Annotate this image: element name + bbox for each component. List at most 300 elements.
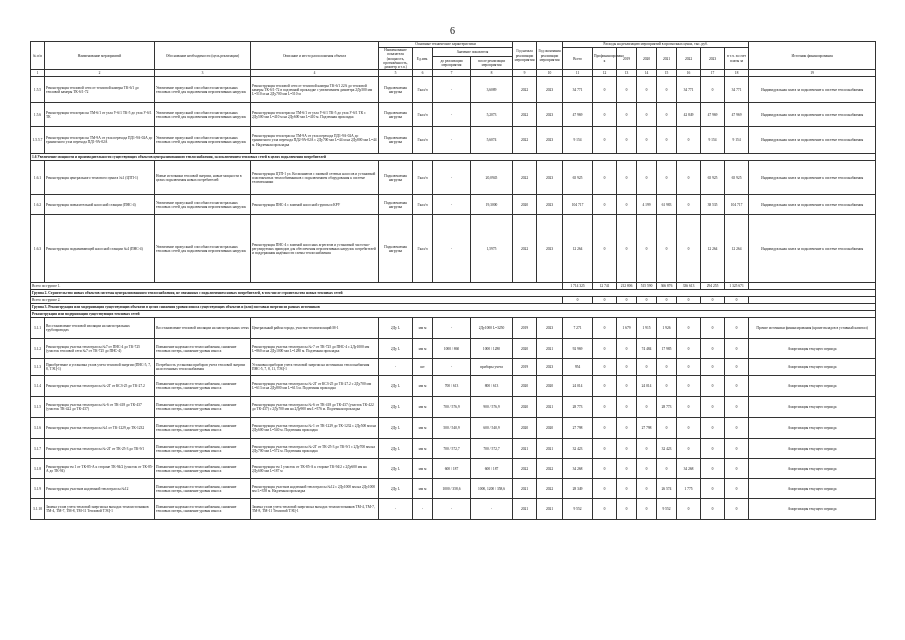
total-group-1-row-prof: 12 741 <box>593 283 617 290</box>
cell-num: 1.5.5.7 <box>31 127 45 154</box>
column-index-cell: 12 <box>593 70 617 77</box>
cell-src: Индивидуальная плата за подключение к системе теплоснабжения <box>749 127 876 154</box>
header-year-end: Год окончания реализации мероприятия <box>537 42 563 70</box>
cell-y22: 1 775 <box>677 479 701 499</box>
total-group-1-row-y19: 212 806 <box>617 283 637 290</box>
cell-before: - <box>433 77 471 103</box>
cell-before: - <box>433 359 471 376</box>
cell-y23: 0 <box>701 397 725 418</box>
cell-y23: 0 <box>701 439 725 459</box>
cell-prof: 0 <box>593 318 617 339</box>
cell-prof: 0 <box>593 195 617 215</box>
cell-tname: Подключаемая нагрузка <box>379 127 413 154</box>
cell-y20: 0 <box>637 459 657 479</box>
column-index-cell: 18 <box>725 70 749 77</box>
total-group-2-row-y22: 0 <box>677 297 701 304</box>
header-tech-after: после реализации мероприятия <box>471 56 513 70</box>
cell-ye: 2023 <box>537 359 563 376</box>
cell-src: Амортизация текущего периода <box>749 359 876 376</box>
cell-name: Реконструкция подкачивающей насосной станции №4 (ПНС-4) <box>45 215 155 283</box>
cell-name: Реконструкция теплотрассы ТМ-9А от узла перехода ПД1-9А-02А до транзитного узла перехода ПД1-9А-02А <box>45 127 155 154</box>
cell-y21: 26 574 <box>657 479 677 499</box>
cell-y19: 1 679 <box>617 318 637 339</box>
table-row <box>31 439 876 459</box>
table-row <box>31 418 876 439</box>
cell-y23: 38 535 <box>701 195 725 215</box>
cell-ys: 2022 <box>513 127 537 154</box>
cell-prof: 0 <box>593 376 617 397</box>
header-2021: 2021 <box>657 48 677 70</box>
cell-ye: 2020 <box>537 376 563 397</box>
cell-before: - <box>433 499 471 520</box>
cell-total: 9 154 <box>563 127 593 154</box>
header-2022: 2022 <box>677 48 701 70</box>
cell-name: Реконструкция участка теплотрассы №7 от ПНС-4 до ТК-725 (участок тепловой сети №7 от ТК-725 до ПНС-4) <box>45 339 155 359</box>
cell-y23: 12 264 <box>701 215 725 283</box>
cell-rest: 0 <box>725 339 749 359</box>
cell-ye: 2023 <box>537 77 563 103</box>
cell-y22: 0 <box>677 161 701 195</box>
cell-y21: 0 <box>657 459 677 479</box>
cell-need: Увеличение пропускной способности магистральных тепловых сетей для подключения перспективных нагрузок <box>155 215 251 283</box>
cell-y19: 0 <box>617 161 637 195</box>
cell-total: 47 969 <box>563 103 593 127</box>
column-index-cell: 15 <box>657 70 677 77</box>
cell-y19: 0 <box>617 499 637 520</box>
group-2-heading <box>31 290 876 297</box>
cell-ys: 2020 <box>513 418 537 439</box>
cell-tname: - <box>379 359 413 376</box>
cell-ys: 2020 <box>513 376 537 397</box>
cell-rest: 0 <box>725 439 749 459</box>
table-row <box>31 127 876 154</box>
total-group-1-row-total: 1 714 325 <box>563 283 593 290</box>
cell-ye: 2023 <box>537 103 563 127</box>
total-group-2-row-y21: 0 <box>657 297 677 304</box>
cell-rest: 0 <box>725 397 749 418</box>
cell-num: 3.1.2 <box>31 339 45 359</box>
column-index-cell: 16 <box>677 70 701 77</box>
cell-need: Увеличение пропускной способности магистральных тепловых сетей для подключения перспективных нагрузок <box>155 77 251 103</box>
cell-src: Амортизация текущего периода <box>749 459 876 479</box>
cell-tname: 2Ду L <box>379 439 413 459</box>
cell-prof: 0 <box>593 439 617 459</box>
cell-ys: 2021 <box>513 479 537 499</box>
header-prof: Профинансировано к <box>593 48 617 70</box>
cell-prof: 0 <box>593 479 617 499</box>
group-2-heading-text: Группа 2. Строительство новых объектов системы централизованного теплоснабжения, не связанных с подключением новых потребителей, в том числе строительство новых тепловых сетей <box>31 290 876 297</box>
cell-unit: Гкал/ч <box>413 161 433 195</box>
cell-rest: 0 <box>725 479 749 499</box>
table-row <box>31 359 876 376</box>
header-rest: в т.ч. за счет платы за <box>725 48 749 70</box>
cell-num: 1.5.5 <box>31 77 45 103</box>
cell-desc: Реконструкция ПНС-4 с заменой насосных агрегатов и установкой частотно-регулируемых приводов для обеспечения перспективных нагрузок потребителей и поддержания надёжности схемы теплоснабжения <box>251 215 379 283</box>
header-year-start: Год начала реализации мероприятия <box>513 42 537 70</box>
cell-tname: 2Ду L <box>379 376 413 397</box>
cell-y20: 0 <box>637 215 657 283</box>
total-group-2-row-label: Всего по группе 2. <box>31 297 563 304</box>
table-row <box>31 195 876 215</box>
cell-total: 34 268 <box>563 459 593 479</box>
cell-y20: 0 <box>637 499 657 520</box>
cell-y20: 0 <box>637 359 657 376</box>
cell-y21: 0 <box>657 103 677 127</box>
cell-y22: 0 <box>677 418 701 439</box>
cell-y19: 0 <box>617 376 637 397</box>
cell-after: - <box>471 499 513 520</box>
cell-name: Восстановление тепловой изоляции на магистральных трубопроводах <box>45 318 155 339</box>
cell-after: 900 / 576,9 <box>471 397 513 418</box>
cell-desc: Реконструкция участка теплотрассы №-2Г от КСЗ-25 до ТК-27.2 с 2Ду700 мм L=613 м на 2Ду800 мм L=613 м. Подземная прокладка <box>251 376 379 397</box>
column-index-cell: 14 <box>637 70 657 77</box>
cell-prof: 0 <box>593 359 617 376</box>
cell-desc: Реконструкция участка теплотрассы №-2Г от ТК-25-3 до ТК-9/1 с 2Ду700 мм на 2Ду700 мм L=572 м. Подземная прокладка <box>251 439 379 459</box>
cell-need: Повышение надежности теплоснабжения, снижение тепловых потерь, снижение уровня износа <box>155 397 251 418</box>
cell-rest: 47 969 <box>725 103 749 127</box>
cell-rest: 9 154 <box>725 127 749 154</box>
cell-unit: мм м <box>413 397 433 418</box>
column-index-cell: 8 <box>471 70 513 77</box>
cell-ys: 2022 <box>513 459 537 479</box>
cell-desc: Реконструкция участка теплотрассы №-7 от ТК-725 до ПНС-4 с 2Ду1000 мм L=860 м на 2Ду1000 мм L=1280 м. Подземная прокладка <box>251 339 379 359</box>
cell-unit: Гкал/ч <box>413 77 433 103</box>
column-index-cell: 19 <box>749 70 876 77</box>
cell-ys: 2019 <box>513 359 537 376</box>
header-name: Наименование мероприятий <box>45 42 155 70</box>
cell-ye: 2023 <box>537 195 563 215</box>
column-index-cell: 10 <box>537 70 563 77</box>
cell-name: Реконструкция участка теплотрассы №-2Г от ТК-25-3 до ТК-9/1 <box>45 439 155 459</box>
total-group-1-row-y22: 336 613 <box>677 283 701 290</box>
total-group-1-row-y21: 366 876 <box>657 283 677 290</box>
cell-desc: Реконструкция участка теплотрассы №-6 от ТК-418 до ТК-437 (участок ТК-422 до ТК-437) с 2Ду700 мм на 2Ду900 мм L=576 м. Подземная прокладка <box>251 397 379 418</box>
cell-tname: 2Ду L <box>379 418 413 439</box>
cell-rest: 0 <box>725 499 749 520</box>
column-index-cell: 17 <box>701 70 725 77</box>
cell-src: Индивидуальная плата за подключение к системе теплоснабжения <box>749 161 876 195</box>
cell-before: 700 / 576,9 <box>433 397 471 418</box>
header-need: Обоснование необходимости (цель реализации) <box>155 42 251 70</box>
group-3-heading <box>31 304 876 311</box>
cell-name: Реконструкция тм 1 от ТК-85-А к стороне ТК-94/2 (участок от ТК-85-А до ТК-94) <box>45 459 155 479</box>
header-tech-name: Наименование показателя (мощность, протяжённость, диаметр и т.п.) <box>379 48 413 70</box>
cell-y20: 0 <box>637 397 657 418</box>
cell-after: 3,6089 <box>471 77 513 103</box>
cell-prof: 0 <box>593 459 617 479</box>
cell-y22: 34 771 <box>677 77 701 103</box>
cell-ys: 2022 <box>513 103 537 127</box>
cell-total: 34 771 <box>563 77 593 103</box>
cell-y23: 0 <box>701 77 725 103</box>
cell-desc: Центральный район города, участки теплоизоляций М-1 <box>251 318 379 339</box>
cell-need: Повышение надежности теплоснабжения, снижение тепловых потерь, снижение уровня износа <box>155 418 251 439</box>
cell-total: 28 349 <box>563 479 593 499</box>
total-group-1-row-y20: 515 590 <box>637 283 657 290</box>
cell-tname: 2Ду L <box>379 397 413 418</box>
cell-num: 3.1.4 <box>31 376 45 397</box>
cell-y22: 0 <box>677 195 701 215</box>
total-group-1-row-label: Всего по группе 1. <box>31 283 563 290</box>
cell-after: 5,2073 <box>471 103 513 127</box>
cell-desc: Реконструкция тепловой сети от тепловой камеры ТК-6/1 22А до тепловой камеры ТК-6/1-72 в подземной прокладке с увеличением диаметра 2Ду500 мм L=510 м на 2Ду700 мм L=510 м <box>251 77 379 103</box>
cell-ys: 2020 <box>513 195 537 215</box>
cell-unit: мм м <box>413 418 433 439</box>
cell-ys: 2022 <box>513 215 537 283</box>
cell-y20: 0 <box>637 479 657 499</box>
cell-before: - <box>433 195 471 215</box>
cell-unit: Гкал/ч <box>413 127 433 154</box>
cell-name: Реконструкция участка теплотрассы №1 от ТК-1229 до ТК-1232 <box>45 418 155 439</box>
cell-src: Индивидуальная плата за подключение к системе теплоснабжения <box>749 77 876 103</box>
cell-num: 3.1.3 <box>31 359 45 376</box>
cell-y21: 0 <box>657 215 677 283</box>
cell-rest: 0 <box>725 359 749 376</box>
cell-y21: 0 <box>657 127 677 154</box>
cell-unit: мм м <box>413 376 433 397</box>
column-index-cell: 7 <box>433 70 471 77</box>
cell-y22: 0 <box>677 339 701 359</box>
cell-rest: 12 264 <box>725 215 749 283</box>
cell-rest: 65 925 <box>725 161 749 195</box>
cell-name: Реконструкция теплотрассы ТМ-6/1 от узла У-6/1 ТК-5 до узла У-6/1 ТК <box>45 103 155 127</box>
cell-y23: 47 969 <box>701 103 725 127</box>
cell-rest: 0 <box>725 459 749 479</box>
cell-y20: 0 <box>637 439 657 459</box>
cell-tname: 2Ду L <box>379 318 413 339</box>
cell-y19: 0 <box>617 397 637 418</box>
cell-before: 700 / 572,7 <box>433 439 471 459</box>
total-group-2-row-y20: 0 <box>637 297 657 304</box>
cell-y19: 0 <box>617 479 637 499</box>
cell-unit: шт <box>413 359 433 376</box>
cell-y22: 0 <box>677 359 701 376</box>
header-2019: 2019 <box>617 48 637 70</box>
cell-desc: Установка приборов учета тепловой энергии на источниках теплоснабжения ПНС-5, 7, 8, 11, ТЭЦ-1 <box>251 359 379 376</box>
column-index-cell: 5 <box>379 70 413 77</box>
cell-y21: 0 <box>657 376 677 397</box>
cell-unit: мм м <box>413 439 433 459</box>
cell-after: 2Ду1000 L=3250 <box>471 318 513 339</box>
header-tech-group: Основные технические характеристики <box>379 42 513 48</box>
cell-need: Повышение надежности теплоснабжения, снижение тепловых потерь, снижение уровня износа <box>155 499 251 520</box>
cell-y19: 0 <box>617 215 637 283</box>
cell-num: 3.1.7 <box>31 439 45 459</box>
cell-ye: 2023 <box>537 215 563 283</box>
cell-tname: - <box>379 499 413 520</box>
total-group-2-row-total: 0 <box>563 297 593 304</box>
cell-src: Амортизация текущего периода <box>749 439 876 459</box>
cell-ye: 2023 <box>537 161 563 195</box>
cell-num: 3.1.8 <box>31 459 45 479</box>
cell-need: Увеличение пропускной способности магистральных тепловых сетей для подключения перспективных нагрузок <box>155 195 251 215</box>
header-num: № п/п <box>31 42 45 70</box>
cell-y21: 17 985 <box>657 339 677 359</box>
cell-after: приборы учета <box>471 359 513 376</box>
cell-y23: 0 <box>701 359 725 376</box>
cell-total: 12 264 <box>563 215 593 283</box>
page-number: 6 <box>450 26 455 37</box>
cell-src: Индивидуальная плата за подключение к системе теплоснабжения <box>749 195 876 215</box>
section-heading-3-1 <box>31 311 876 318</box>
cell-name: Реконструкция участка теплотрассы №-2Г от КСЗ-25 до ТК-27.2 <box>45 376 155 397</box>
header-desc: Описание и место расположения объекта <box>251 42 379 70</box>
cell-after: 800 / 613 <box>471 376 513 397</box>
header-tech-unit: Ед.изм. <box>413 48 433 70</box>
cell-unit: - <box>413 499 433 520</box>
column-index-cell: 11 <box>563 70 593 77</box>
cell-desc: Реконструкция участка теплотрассы №-1 от ТК-1229 до ТК-1232 с 2Ду500 мм на 2Ду600 мм L=540 м. Подземная прокладка <box>251 418 379 439</box>
cell-tname: Подключаемая нагрузка <box>379 77 413 103</box>
group-3-heading-text: Группа 3. Реконструкция или модернизация существующих объектов в целях снижения уровня износа существующих объектов и (или) поставки энергии из разных источников <box>31 304 876 311</box>
cell-rest: 104 717 <box>725 195 749 215</box>
cell-after: 600 / 187 <box>471 459 513 479</box>
cell-prof: 0 <box>593 418 617 439</box>
cell-after: 1000 / 1280 <box>471 339 513 359</box>
cell-ye: 2022 <box>537 479 563 499</box>
cell-desc: Реконструкция тм 1 участок от ТК-85-А к стороне ТК-94/2 с 2Ду600 мм на 2Ду600 мм L=187 м <box>251 459 379 479</box>
cell-rest: 34 771 <box>725 77 749 103</box>
cell-y23: 0 <box>701 376 725 397</box>
cell-ye: 2020 <box>537 418 563 439</box>
cell-y21: 0 <box>657 359 677 376</box>
header-source: Источник финансирования <box>749 42 876 70</box>
cell-before: - <box>433 103 471 127</box>
cell-need: Восстановление тепловой изоляции на магистральных сетях <box>155 318 251 339</box>
cell-tname: 2Ду L <box>379 479 413 499</box>
cell-need: Увеличение пропускной способности магистральных тепловых сетей для подключения перспективных нагрузок <box>155 103 251 127</box>
cell-desc: Реконструкция участков надземной теплотрассы №12 с 2Ду1000 мм на 2Ду1000 мм L=358 м. Надземная прокладка <box>251 479 379 499</box>
cell-name: Реконструкция участков надземной теплотрассы №12 <box>45 479 155 499</box>
cell-total: 92 969 <box>563 339 593 359</box>
table-row <box>31 376 876 397</box>
cell-rest: 0 <box>725 318 749 339</box>
cell-after: 600 / 540,9 <box>471 418 513 439</box>
total-group-1-row-rest: 1 325 671 <box>725 283 749 290</box>
cell-tname: 2Ду L <box>379 459 413 479</box>
table-row <box>31 161 876 195</box>
cell-ye: 2021 <box>537 339 563 359</box>
cell-y20: 4 199 <box>637 195 657 215</box>
cell-desc: Реконструкция теплотрассы ТМ-6/1 от узла У-6/1 ТК-5 до узла У-6/1 ТК с 2Ду500 мм L=410 м на 2Ду600 мм L=410 м. Подземная прокладка <box>251 103 379 127</box>
cell-prof: 0 <box>593 77 617 103</box>
cell-before: - <box>433 318 471 339</box>
cell-ys: 2022 <box>513 77 537 103</box>
header-total: Всего <box>563 48 593 70</box>
cell-num: 1.6.1 <box>31 161 45 195</box>
cell-num: 3.1.9 <box>31 479 45 499</box>
cell-unit: мм м <box>413 459 433 479</box>
cell-before: 1000 / 860 <box>433 339 471 359</box>
cell-need: Повышение надежности теплоснабжения, снижение тепловых потерь, снижение уровня износа <box>155 439 251 459</box>
cell-src: Индивидуальная плата за подключение к системе теплоснабжения <box>749 215 876 283</box>
cell-ye: 2021 <box>537 439 563 459</box>
cell-need: Повышение надежности теплоснабжения, снижение тепловых потерь, снижение уровня износа <box>155 479 251 499</box>
cell-need: Повышение надежности теплоснабжения, снижение тепловых потерь, снижение уровня износа <box>155 339 251 359</box>
cell-ye: 2023 <box>537 318 563 339</box>
table-row <box>31 318 876 339</box>
cell-y21: 1 926 <box>657 318 677 339</box>
cell-y19: 0 <box>617 77 637 103</box>
total-group-2-row-y23: 0 <box>701 297 725 304</box>
table-row <box>31 397 876 418</box>
cell-before: - <box>433 215 471 283</box>
cell-num: 3.1.5 <box>31 397 45 418</box>
section-heading-1-6-text: 1.6 Увеличение мощности и производительности существующих объектов централизованного теплоснабжения, за исключением тепловых сетей в целях подключения потребителей <box>31 154 876 161</box>
cell-desc: Реконструкция ЦТП-1 ул. Космонавтов с заменой сетевых насосов и установкой пластинчатых теплообменников с подключением оборудования к системе телемеханики <box>251 161 379 195</box>
cell-y19: 0 <box>617 103 637 127</box>
cell-num: 1.6.3 <box>31 215 45 283</box>
column-index-cell: 9 <box>513 70 537 77</box>
cell-after: 700 / 572,7 <box>471 439 513 459</box>
cell-y22: 0 <box>677 215 701 283</box>
cell-y19: 0 <box>617 359 637 376</box>
cell-name: Приобретение и установка узлов учета тепловой энергии (ПНС-5, 7, 8, ТЭЦ-1) <box>45 359 155 376</box>
cell-y22: 0 <box>677 439 701 459</box>
table-row <box>31 459 876 479</box>
cell-unit: мм м <box>413 479 433 499</box>
cell-ye: 2022 <box>537 459 563 479</box>
cell-prof: 0 <box>593 499 617 520</box>
cell-need: Увеличение пропускной способности магистральных тепловых сетей для подключения перспективных нагрузок <box>155 127 251 154</box>
cell-tname: Подключаемая нагрузка <box>379 195 413 215</box>
cell-tname: 2Ду L <box>379 339 413 359</box>
cell-y21: 32 423 <box>657 439 677 459</box>
cell-y22: 0 <box>677 127 701 154</box>
table-row <box>31 77 876 103</box>
cell-need: Повышение надежности теплоснабжения, снижение тепловых потерь, снижение уровня износа <box>155 376 251 397</box>
cell-total: 65 925 <box>563 161 593 195</box>
cell-y22: 0 <box>677 499 701 520</box>
total-group-2-row-y19: 0 <box>617 297 637 304</box>
cell-rest: 0 <box>725 418 749 439</box>
cell-y23: 0 <box>701 418 725 439</box>
cell-num: 1.5.6 <box>31 103 45 127</box>
cell-y19: 0 <box>617 339 637 359</box>
cell-src: Амортизация текущего периода <box>749 479 876 499</box>
cell-desc: Замена узлов учета тепловой энергии на выходах теплоисточников ТМ-4, ТМ-7, ТМ-8, ТМ-11 Тепловой ТЭЦ-1 <box>251 499 379 520</box>
cell-before: - <box>433 161 471 195</box>
cell-y23: 0 <box>701 459 725 479</box>
investment-program-table <box>30 41 876 520</box>
cell-y20: 0 <box>637 103 657 127</box>
table-body <box>31 70 876 520</box>
header-2023: 2023 <box>701 48 725 70</box>
table-row <box>31 339 876 359</box>
cell-after: 5,6074 <box>471 127 513 154</box>
table-row <box>31 215 876 283</box>
total-group-2-row-prof: 0 <box>593 297 617 304</box>
total-group-2-row-rest: 0 <box>725 297 749 304</box>
cell-prof: 0 <box>593 161 617 195</box>
cell-name: Реконструкция повысительной насосной станции (ПНС-4) <box>45 195 155 215</box>
cell-total: 32 423 <box>563 439 593 459</box>
column-index-row <box>31 70 876 77</box>
cell-y22: 0 <box>677 318 701 339</box>
cell-y22: 0 <box>677 397 701 418</box>
cell-y19: 0 <box>617 195 637 215</box>
cell-src: Амортизация текущего периода <box>749 397 876 418</box>
cell-before: 1000 / 358,6 <box>433 479 471 499</box>
cell-y22: 42 849 <box>677 103 701 127</box>
total-group-1-row-empty <box>749 283 876 290</box>
cell-before: 500 / 540,9 <box>433 418 471 439</box>
cell-src: Индивидуальная плата за подключение к системе теплоснабжения <box>749 103 876 127</box>
section-heading-3-1-text: Реконструкция или модернизация существующих тепловых сетей <box>31 311 876 318</box>
cell-prof: 0 <box>593 215 617 283</box>
cell-y23: 0 <box>701 339 725 359</box>
cell-total: 7 271 <box>563 318 593 339</box>
